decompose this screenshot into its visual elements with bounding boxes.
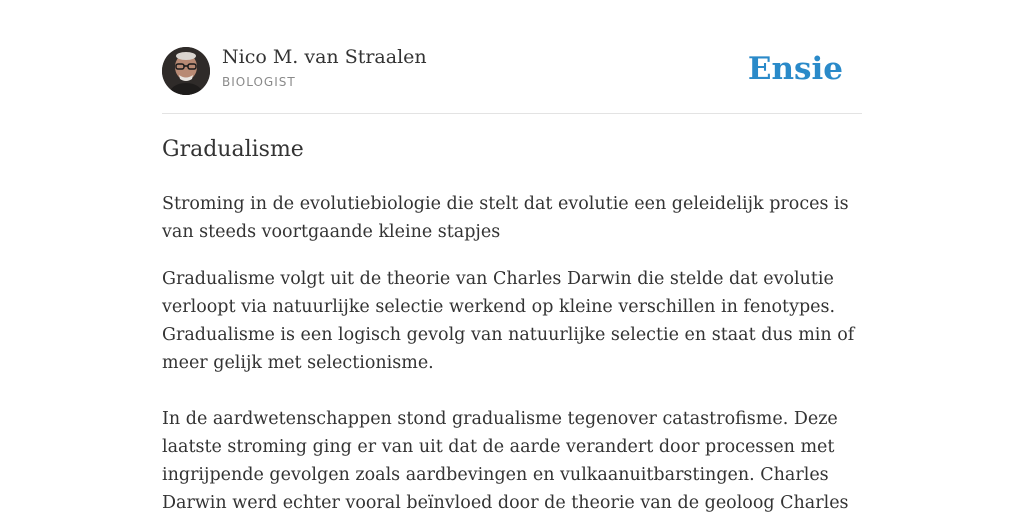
author-role: BIOLOGIST <box>222 75 296 89</box>
header-divider <box>162 113 862 114</box>
avatar[interactable] <box>162 47 210 95</box>
avatar-image <box>162 47 210 95</box>
brand-logo[interactable]: Ensie <box>747 51 843 87</box>
definition-text: Stroming in de evolutiebiologie die stelt dat evolutie een geleidelijk proces is van steeds voortgaande kleine stapjes <box>162 194 849 242</box>
author-name[interactable]: Nico M. van Straalen <box>222 46 427 68</box>
page <box>162 0 862 512</box>
article-body: Gradualisme volgt uit de theorie van Charles Darwin die stelde dat evolutie verloopt via natuurlijke selectie werkend op kleine verschillen in fenotypes. Gradualisme is een logisch gevolg van natuurlijke selectie en staat dus min of meer gelijk met selectionisme. In de aardwetenschappen stond gradualisme tegenover catastrofisme. Deze laatste stroming ging er van uit dat de aarde verandert door processen met ingrijpende gevolgen zoals aardbevingen en vulkaanuitbarstingen. Charles Darwin werd echter vooral beïnvloed door de theorie van de geoloog Charles <box>162 269 855 513</box>
page-title: Gradualisme <box>162 137 304 162</box>
author-header <box>162 46 862 96</box>
